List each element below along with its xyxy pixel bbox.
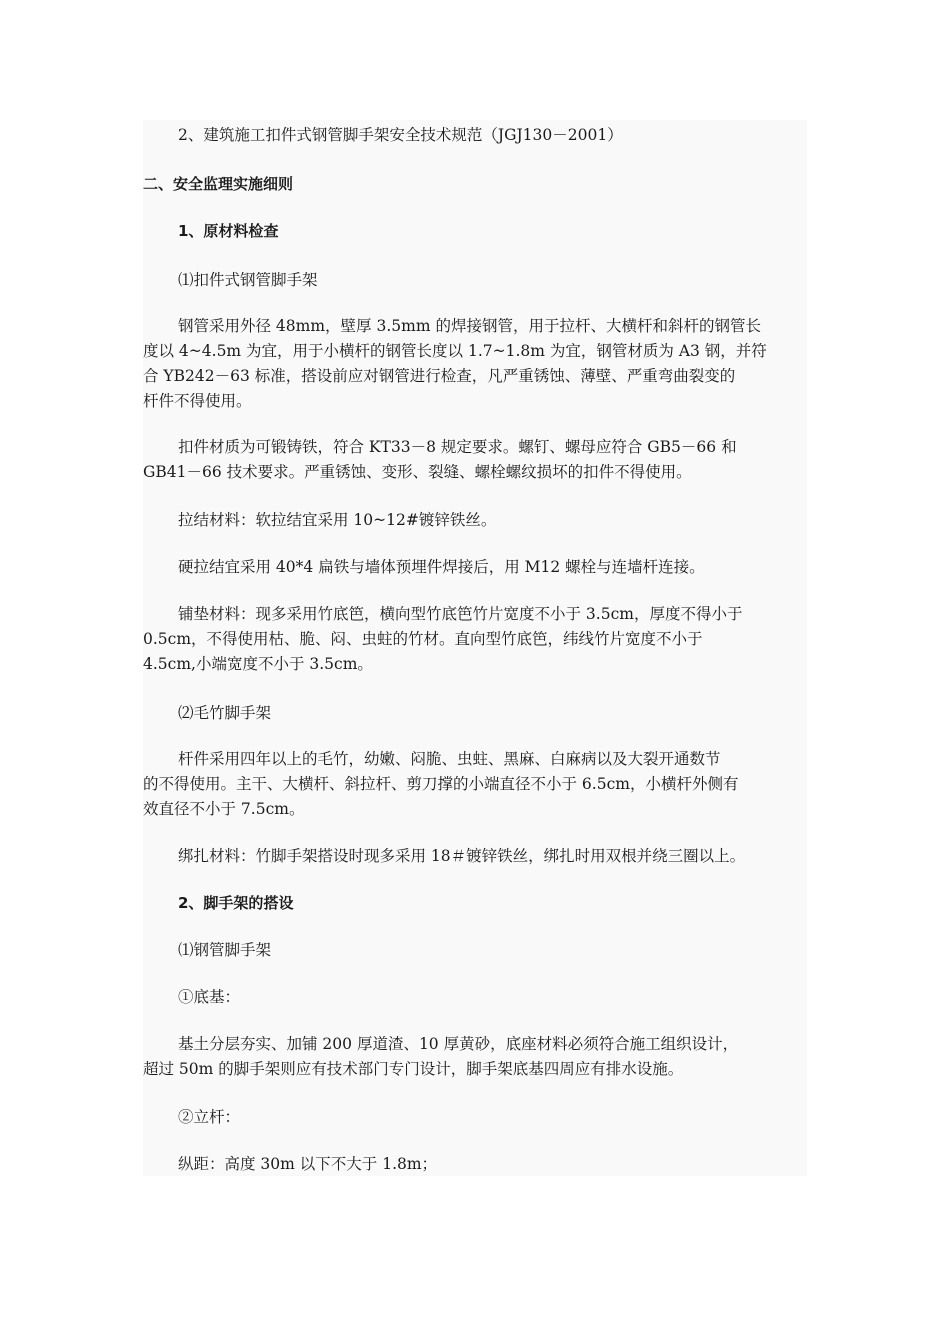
text-line: 度以 4~4.5m 为宜，用于小横杆的钢管长度以 1.7~1.8m 为宜，钢管材质为 A3 钢，并符 [143,342,767,360]
text-line: 二、安全监理实施细则 [143,175,294,193]
paragraph [143,508,807,533]
text-line: 2、建筑施工扣件式钢管脚手架安全技术规范（JGJ130－2001） [178,126,623,144]
paragraph [143,435,807,485]
item-heading [143,985,807,1010]
paragraph [143,747,807,822]
paragraph [143,602,807,677]
paragraph [143,1032,807,1082]
subsection-heading [143,219,807,244]
paragraph [143,314,807,414]
text-line: 硬拉结宜采用 40*4 扁铁与墙体预埋件焊接后，用 M12 螺栓与连墙杆连接。 [178,558,705,576]
text-line: ①底基： [178,988,241,1006]
paragraph [143,844,807,869]
text-line: 钢管采用外径 48mm，壁厚 3.5mm 的焊接钢管，用于拉杆、大横杆和斜杆的钢管长 [178,317,761,335]
text-line: GB41－66 技术要求。严重锈蚀、变形、裂缝、螺栓螺纹损坏的扣件不得使用。 [143,463,692,481]
text-line: 拉结材料：软拉结宜采用 10~12#镀锌铁丝。 [178,511,497,529]
text-line: 4.5cm,小端宽度不小于 3.5cm。 [143,655,373,673]
paragraph [143,1152,807,1177]
item-heading [143,701,807,726]
text-line: 的不得使用。主干、大横杆、斜拉杆、剪刀撑的小端直径不小于 6.5cm，小横杆外侧有 [143,775,739,793]
text-line: 合 YB242－63 标准，搭设前应对钢管进行检查，凡严重锈蚀、薄壁、严重弯曲裂变的 [143,367,736,385]
text-line: 1、原材料检查 [178,222,279,240]
text-line: ⑵毛竹脚手架 [178,704,272,722]
text-line: 2、脚手架的搭设 [178,894,294,912]
text-line: 杆件不得使用。 [143,392,252,410]
item-heading [143,938,807,963]
text-line: ⑴扣件式钢管脚手架 [178,271,318,289]
text-line: 铺垫材料：现多采用竹底笆，横向型竹底笆竹片宽度不小于 3.5cm，厚度不得小于 [178,605,743,623]
text-line: 纵距：高度 30m 以下不大于 1.8m； [178,1155,438,1173]
text-line: 效直径不小于 7.5cm。 [143,800,305,818]
subsection-heading [143,891,807,916]
text-line: 绑扎材料：竹脚手架搭设时现多采用 18＃镀锌铁丝，绑扎时用双根并绕三圈以上。 [178,847,746,865]
section-heading [143,172,807,197]
paragraph [143,555,807,580]
text-line: 扣件材质为可锻铸铁，符合 KT33－8 规定要求。螺钉、螺母应符合 GB5－66 和 [178,438,737,456]
text-line: 杆件采用四年以上的毛竹，幼嫩、闷脆、虫蛀、黑麻、白麻病以及大裂开通数节 [178,750,721,768]
text-line: ⑴钢管脚手架 [178,941,272,959]
item-heading [143,1105,807,1130]
item-heading [143,268,807,293]
reference-item [143,123,807,148]
text-line: 超过 50m 的脚手架则应有技术部门专门设计，脚手架底基四周应有排水设施。 [143,1060,684,1078]
text-line: ②立杆： [178,1108,241,1126]
text-line: 0.5cm，不得使用枯、脆、闷、虫蛀的竹材。直向型竹底笆，纬线竹片宽度不小于 [143,630,703,648]
text-line: 基土分层夯实、加铺 200 厚道渣、10 厚黄砂，底座材料必须符合施工组织设计， [178,1035,739,1053]
